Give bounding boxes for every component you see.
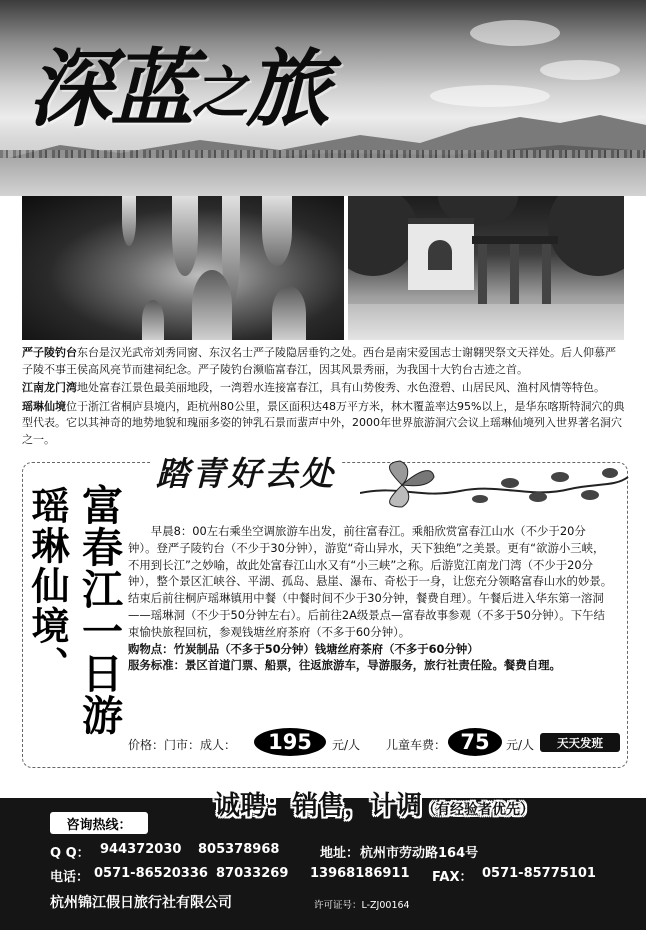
recruitment-notice: 诚聘：销售，计调（有经验者优先） bbox=[214, 791, 535, 821]
qq-1: 944372030 bbox=[100, 842, 182, 857]
tel-1: 0571-86520336 bbox=[94, 866, 208, 881]
tour-title-left: 瑶琳仙境、 bbox=[25, 486, 70, 686]
intro-yaolin: 瑶琳仙境位于浙江省桐庐县境内，距杭州80公里，景区面积达48万平方米，林木覆盖率达95%以上，是华东喀斯特洞穴的典型代表。它以其神奇的地势地貌和瑰丽多姿的钟乳石景而蜚声中外，2000年世界旅游洞穴会议上瑶琳仙境列入世界著名洞穴之一。 bbox=[22, 399, 625, 446]
price-row bbox=[128, 728, 620, 756]
child-label: 儿童车费： bbox=[386, 738, 447, 752]
company-name: 杭州锦江假日旅行社有限公司 bbox=[50, 895, 232, 911]
cloud bbox=[470, 20, 560, 46]
hero-banner bbox=[0, 0, 646, 196]
intro-longmenwan: 江南龙门湾地处富春江景色最美丽地段，一湾碧水连接富春江，具有山势俊秀、水色澄碧、山居民风、渔村风情等特色。 bbox=[22, 381, 605, 395]
river bbox=[0, 158, 646, 196]
spring-outing-banner: 踏青好去处 bbox=[150, 448, 342, 495]
cloud bbox=[430, 85, 550, 107]
cave-photo bbox=[22, 196, 344, 340]
temple-photo bbox=[348, 196, 624, 340]
itinerary-text: 早晨8：00左右乘坐空调旅游车出发，前往富春江。乘船欣赏富春江山水（不少于20分钟）。登严子陵钓台（不少于30分钟），游览“奇山异水，天下独绝”之美景。更有“欲游小三峡，不用到长江”之妙喻，故此处富春江山水又有“小三峡”之称。后游览江南龙门湾（不少于20分钟），整个景区汇峡谷、平湖、孤岛、悬崖、瀑布、奇松于一身，让您充分领略富春山水的妙景。结束后前往桐庐瑶琳镇用中餐（中餐时间不少于30分钟，餐费自理）。午餐后进入华东第一溶洞——瑶琳洞（不少于50分钟左右）。后前往2A级景点—富春故事参观（不多于50分钟）。下午结束愉快旅程回杭，参观钱塘丝府茶府（不多于60分钟）。 bbox=[128, 524, 613, 639]
intro-yanziling: 严子陵钓台东台是汉光武帝刘秀同窗、东汉名士严子陵隐居垂钓之处。西台是南宋爱国志士谢翱哭祭文天祥处。后人仰慕严子陵不事王侯高风亮节而建祠纪念。严子陵钓台濒临富春江，因其风景秀丽，为我国十大钓台古迹之首。 bbox=[22, 346, 616, 376]
service-line: 服务标准：景区首道门票、船票，往返旅游车，导游服务，旅行社责任险。餐费自理。 bbox=[128, 658, 561, 673]
qq-label: Q Q： bbox=[50, 846, 90, 861]
price-label: 价格：门市：成人： bbox=[128, 738, 237, 752]
fax-label: FAX： bbox=[432, 870, 473, 885]
brand-title: 深蓝之旅 bbox=[28, 39, 329, 138]
cloud bbox=[540, 60, 620, 80]
adult-unit: 元/人 bbox=[332, 738, 361, 752]
qq-2: 805378968 bbox=[198, 842, 280, 857]
tel-label: 电话： bbox=[50, 870, 90, 885]
address-value: 杭州市劳动路164号 bbox=[360, 846, 479, 861]
license-number: 许可证号：L-ZJ00164 bbox=[314, 900, 410, 911]
scenic-intro bbox=[22, 345, 626, 451]
child-price-badge: 75 bbox=[448, 728, 502, 756]
fax-value: 0571-85775101 bbox=[482, 866, 596, 881]
butterfly-vine-icon bbox=[360, 455, 630, 515]
adult-price-badge: 195 bbox=[254, 728, 326, 756]
tel-2: 87033269 bbox=[216, 866, 289, 881]
shopping-line: 购物点：竹炭制品（不多于50分钟）钱塘丝府茶府（不多于60分钟） bbox=[128, 641, 479, 656]
daily-departure-badge: 天天发班 bbox=[540, 733, 620, 752]
child-unit: 元/人 bbox=[506, 738, 535, 752]
tour-title-right: 富春江一日游 bbox=[75, 484, 123, 736]
hotline-label: 咨询热线： bbox=[50, 812, 148, 834]
mobile: 13968186911 bbox=[310, 866, 410, 881]
tour-details bbox=[128, 523, 614, 674]
address-label: 地址： bbox=[320, 846, 360, 861]
